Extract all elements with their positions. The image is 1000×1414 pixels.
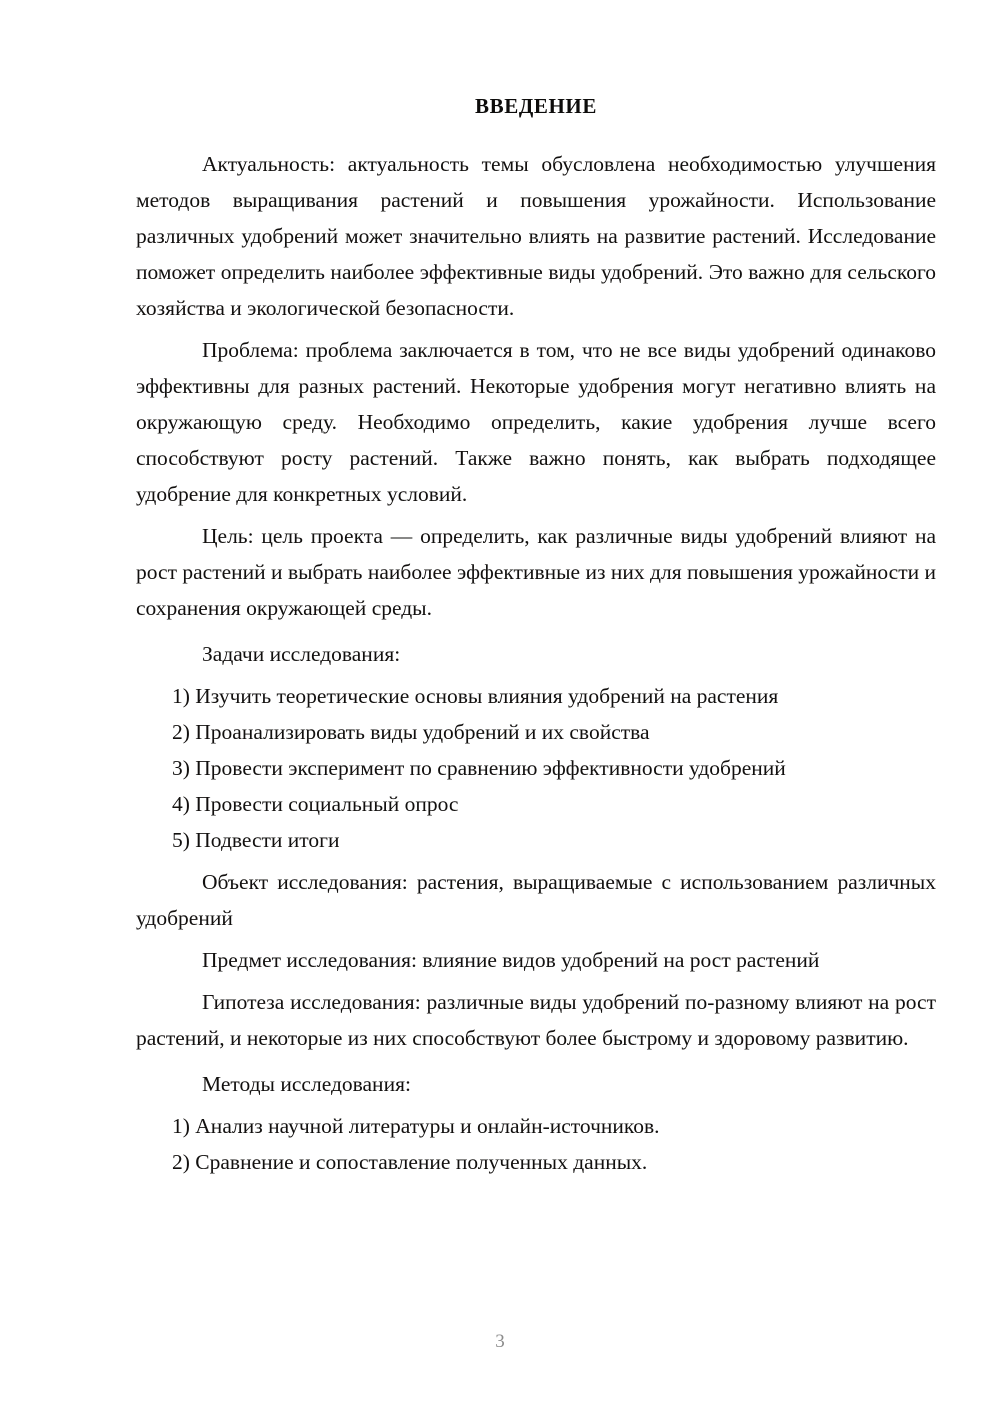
paragraph-object: Объект исследования: растения, выращиваемые с использованием различных удобрений xyxy=(136,870,936,930)
list-item: 5) Подвести итоги xyxy=(172,828,340,852)
paragraph-relevance: Актуальность: актуальность темы обусловлена необходимостью улучшения методов выращивания растений и повышения урожайности. Использование различных удобрений может значительно влиять на развитие растений. Исследование поможет определить наиболее эффективные виды удобрений. Это важно для сельского хозяйства и экологической безопасности. xyxy=(136,152,936,320)
tasks-list xyxy=(136,678,936,858)
list-item: 1) Анализ научной литературы и онлайн-источников. xyxy=(172,1114,660,1138)
paragraph-gap xyxy=(136,1056,936,1062)
list-item: 2) Проанализировать виды удобрений и их свойства xyxy=(172,720,650,744)
page-number: 3 xyxy=(495,1331,505,1352)
paragraph-goal: Цель: цель проекта — определить, как различные виды удобрений влияют на рост растений и выбрать наиболее эффективные из них для повышения урожайности и сохранения окружающей среды. xyxy=(136,524,936,620)
tasks-heading: Задачи исследования: xyxy=(202,642,401,666)
methods-list xyxy=(136,1108,936,1180)
methods-heading: Методы исследования: xyxy=(202,1072,411,1096)
paragraph-subject: Предмет исследования: влияние видов удобрений на рост растений xyxy=(202,948,820,972)
paragraph-hypothesis: Гипотеза исследования: различные виды удобрений по-разному влияют на рост растений, и некоторые из них способствуют более быстрому и здоровому развитию. xyxy=(136,990,936,1050)
list-item: 4) Провести социальный опрос xyxy=(172,792,459,816)
paragraph-problem: Проблема: проблема заключается в том, что не все виды удобрений одинаково эффективны для разных растений. Некоторые удобрения могут негативно влиять на окружающую среду. Необходимо определить, какие удобрения лучше всего способствуют росту растений. Также важно понять, как выбрать подходящее удобрение для конкретных условий. xyxy=(136,338,936,506)
page-title: ВВЕДЕНИЕ xyxy=(475,94,597,118)
page-content xyxy=(136,88,936,1180)
list-item: 1) Изучить теоретические основы влияния удобрений на растения xyxy=(172,684,779,708)
list-item: 2) Сравнение и сопоставление полученных данных. xyxy=(172,1150,648,1174)
paragraph-gap xyxy=(136,626,936,632)
list-item: 3) Провести эксперимент по сравнению эффективности удобрений xyxy=(172,756,786,780)
